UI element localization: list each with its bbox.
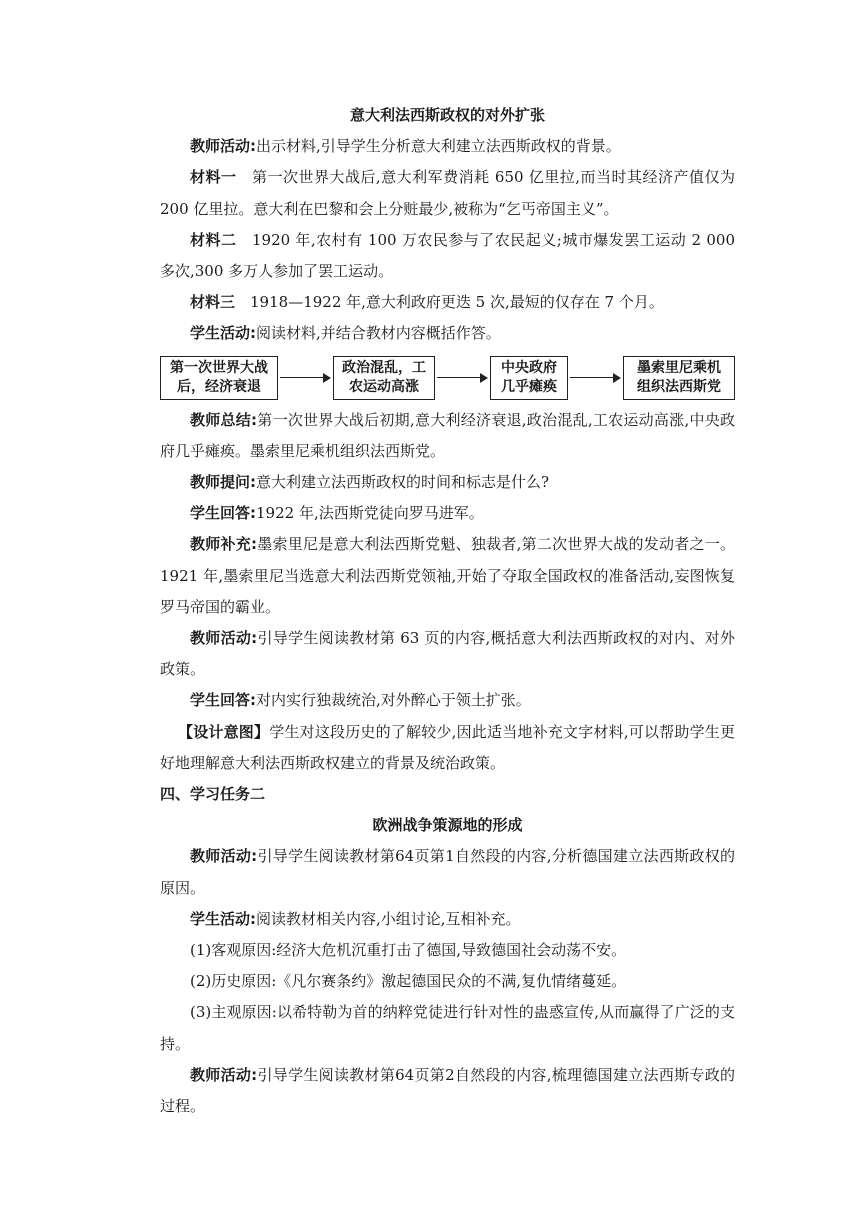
section-title-europe: 欧洲战争策源地的形成 [372, 816, 523, 835]
label: 教师活动: [190, 137, 256, 156]
paragraph-teacher-activity-4 [160, 1060, 735, 1122]
paragraph-teacher-summary [160, 405, 735, 467]
flow-box-line: 墨索里尼乘机 [637, 359, 721, 376]
flow-box-line: 政治混乱，工 [342, 359, 426, 376]
section-title-italy: 意大利法西斯政权的对外扩张 [349, 106, 545, 124]
flow-box-line: 几乎瘫痪 [501, 378, 557, 395]
paragraph-teacher-activity-1 [160, 131, 735, 162]
text: 1918—1922 年,意大利政府更迭 5 次,最短的仅存在 7 个月。 [235, 293, 664, 312]
section-heading-task-2: 四、学习任务二 [160, 785, 266, 804]
flow-box-line: 农运动高涨 [349, 378, 419, 395]
flow-box-line: 组织法西斯党 [637, 378, 721, 395]
text: 第一次世界大战后,意大利军费消耗 650 亿里拉,而当时其经济产值仅为 200 亿里拉。意大利在巴黎和会上分赃最少,被称为“乞丐帝国主义”。 [160, 168, 735, 218]
text: 引导学生阅读教材第 63 页的内容,概括意大利法西斯政权的对内、对外政策。 [160, 629, 735, 679]
flow-box-line: 第一次世界大战 [170, 359, 268, 376]
label: 教师活动: [190, 847, 258, 866]
label: 教师活动: [190, 1065, 258, 1084]
label: 材料三 [190, 293, 236, 312]
paragraph-design-intent [160, 717, 735, 779]
text: 对内实行独裁统治,对外醉心于领土扩张。 [256, 691, 531, 710]
flow-box-2 [333, 356, 435, 400]
paragraph-material-3 [160, 287, 735, 318]
reason-objective: (1)客观原因:经济大危机沉重打击了德国,导致德国社会动荡不安。 [190, 941, 627, 960]
paragraph-material-2 [160, 225, 735, 287]
label: 学生活动: [190, 324, 256, 343]
paragraph-student-answer-1 [160, 498, 735, 529]
text: 第一次世界大战后初期,意大利经济衰退,政治混乱,工农运动高涨,中央政府几乎瘫痪。墨索里尼乘机组织法西斯党。 [160, 410, 735, 460]
reason-historical: (2)历史原因:《凡尔赛条约》激起德国民众的不满,复仇情绪蔓延。 [190, 972, 627, 991]
flow-diagram [160, 353, 735, 403]
text: 引导学生阅读教材第64页第2自然段的内容,梳理德国建立法西斯专政的过程。 [160, 1065, 736, 1116]
label: 材料二 [190, 230, 237, 249]
text: 1922 年,法西斯党徒向罗马进军。 [256, 504, 484, 523]
document-page [160, 100, 735, 1122]
flow-box-line: 中央政府 [501, 359, 557, 376]
paragraph-teacher-activity-3 [160, 841, 735, 903]
flow-box-3 [490, 356, 568, 400]
label: 学生回答: [190, 691, 256, 710]
paragraph-student-answer-2 [160, 685, 735, 716]
paragraph-student-activity-1 [160, 318, 735, 349]
flow-box-line: 后，经济衰退 [177, 378, 261, 395]
label: 教师活动: [190, 629, 258, 648]
text: 1920 年,农村有 100 万农民参与了农民起义;城市爆发罢工运动 2 000 多次,300 多万人参加了罢工运动。 [160, 230, 735, 281]
paragraph-material-1 [160, 162, 735, 224]
paragraph-student-activity-2 [160, 904, 735, 935]
text: 阅读教材相关内容,小组讨论,互相补充。 [256, 909, 521, 928]
text: 阅读材料,并结合教材内容概括作答。 [256, 324, 501, 343]
arrow-icon [437, 377, 488, 379]
label: 教师总结: [190, 410, 258, 429]
flow-box-4 [623, 356, 735, 400]
arrow-icon [280, 377, 331, 379]
reason-subjective: (3)主观原因:以希特勒为首的纳粹党徒进行针对性的蛊惑宣传,从而赢得了广泛的支持。 [160, 1003, 735, 1053]
paragraph-teacher-activity-2 [160, 623, 735, 685]
label: 教师补充: [190, 535, 258, 554]
arrow-icon [570, 377, 621, 379]
label: 【设计意图】 [178, 722, 270, 741]
text: 学生对这段历史的了解较少,因此适当地补充文字材料,可以帮助学生更好地理解意大利法西斯政权建立的背景及统治政策。 [160, 722, 735, 772]
text: 意大利建立法西斯政权的时间和标志是什么? [256, 473, 550, 492]
paragraph-teacher-question [160, 467, 735, 498]
text: 引导学生阅读教材第64页第1自然段的内容,分析德国建立法西斯政权的原因。 [160, 847, 736, 897]
text: 墨索里尼是意大利法西斯党魁、独裁者,第二次世界大战的发动者之一。1921 年,墨索里尼当选意大利法西斯党领袖,开始了夺取全国政权的准备活动,妄图恢复罗马帝国的霸业。 [160, 535, 735, 616]
paragraph-teacher-supplement [160, 529, 735, 623]
flow-box-1 [160, 356, 278, 400]
label: 材料一 [190, 168, 237, 187]
label: 学生活动: [190, 909, 256, 928]
label: 学生回答: [190, 504, 256, 523]
text: 出示材料,引导学生分析意大利建立法西斯政权的背景。 [256, 137, 621, 156]
label: 教师提问: [190, 473, 256, 492]
